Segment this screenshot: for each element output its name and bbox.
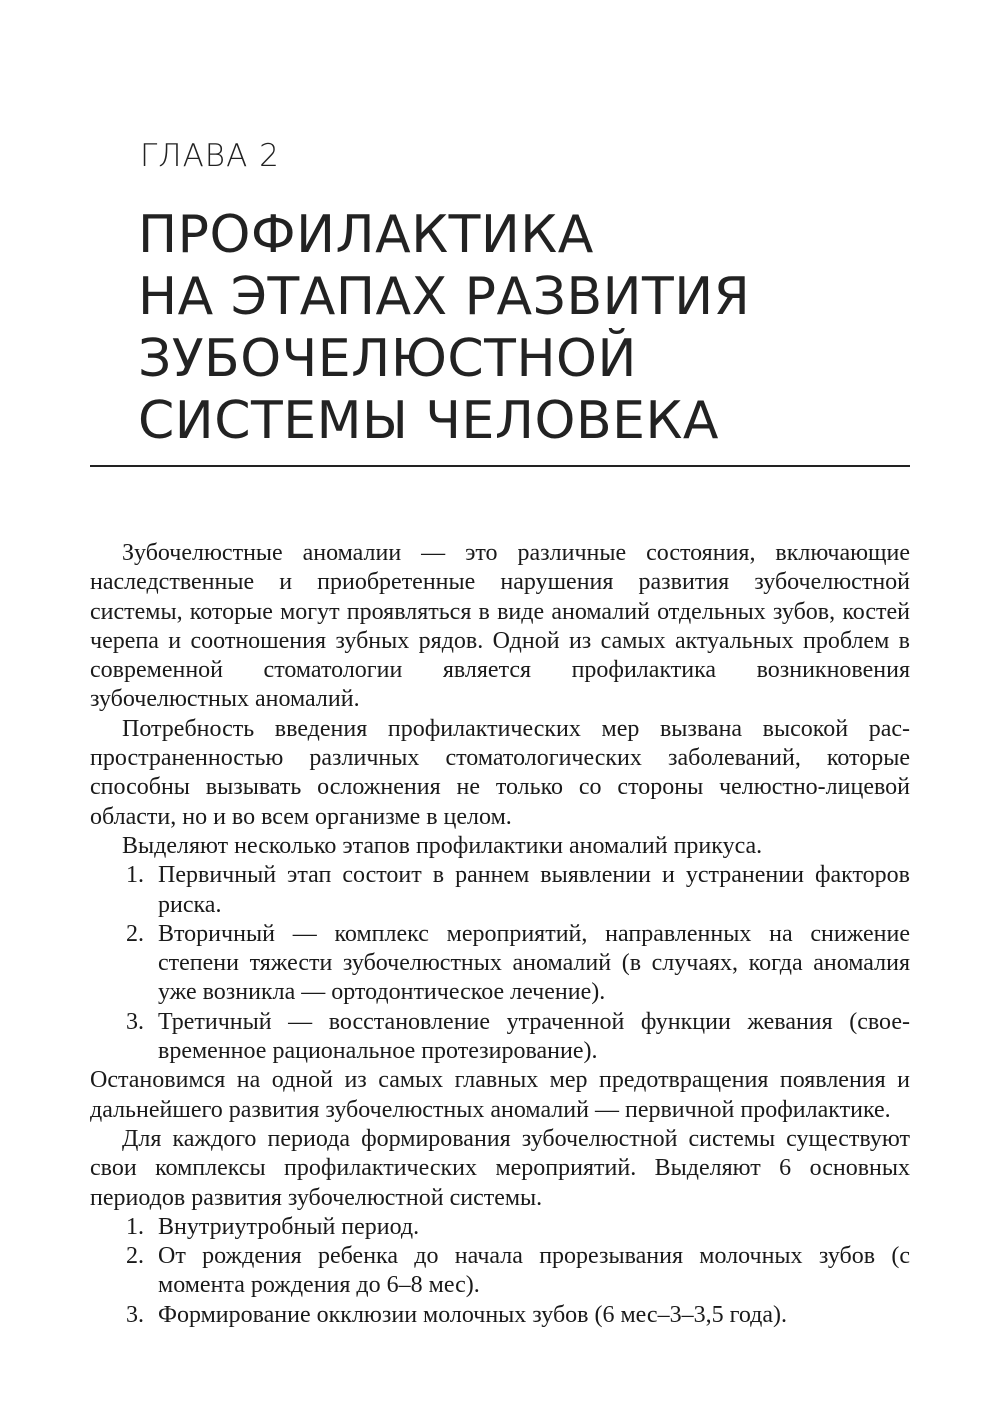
list-number: 1.	[126, 1213, 144, 1240]
list-number: 1.	[126, 862, 144, 889]
paragraph: Потребность введения профилактических мер вызвана высокой распространенностью различных стоматологических заболеваний, которые способны вызывать осложнения не только со стороны челюстно-лицевой области, но и во всем организме в целом.	[90, 715, 910, 830]
chapter-title-line: СИСТЕМЫ ЧЕЛОВЕКА	[138, 391, 719, 451]
list-number: 2.	[126, 920, 144, 947]
list-item	[90, 1301, 910, 1330]
list-item-text: Вторичный — комплекс мероприятий, направленных на снижение степени тяжести зубочелюстных аномалий (в случаях, когда аномалия уже возникла — ортодонтическое лечение).	[158, 920, 910, 1006]
list-item-text: Третичный — восстановление утраченной функции жевания (своевременное рациональное протезирование).	[158, 1008, 910, 1065]
chapter-title-line: НА ЭТАПАХ РАЗВИТИЯ	[138, 267, 751, 327]
chapter-title	[138, 204, 918, 452]
list-item-text: От рождения ребенка до начала прорезывания молочных зубов (с момента рождения до 6–8 мес).	[158, 1243, 910, 1299]
list-number: 3.	[126, 1008, 144, 1035]
list-item	[90, 920, 910, 1008]
title-divider	[90, 465, 910, 467]
list-item-text: Формирование окклюзии молочных зубов (6 мес–3–3,5 года).	[158, 1301, 787, 1328]
list-number: 2.	[126, 1243, 144, 1270]
list-item-text: Первичный этап состоит в раннем выявлении и устранении факторов риска.	[158, 862, 910, 918]
development-periods-list	[90, 1213, 910, 1330]
list-item	[90, 1242, 910, 1301]
list-item-text: Внутриутробный период.	[158, 1213, 420, 1240]
list-item	[90, 861, 910, 920]
chapter-label: ГЛАВА 2	[140, 138, 280, 174]
chapter-title-line: ЗУБОЧЕЛЮСТНОЙ	[138, 329, 637, 389]
body-text	[90, 539, 910, 1330]
chapter-title-line: ПРОФИЛАКТИКА	[138, 205, 594, 265]
paragraph: Для каждого периода формирования зубочелюстной системы существуют свои комплексы профилактических мероприятий. Выделяют 6 основных периодов развития зубочелюстной системы.	[90, 1125, 910, 1211]
paragraph: Остановимся на одной из самых главных мер предотвращения появления и дальнейшего развития зубочелюстных аномалий — первичной профилактике.	[90, 1067, 910, 1123]
paragraph: Выделяют несколько этапов профилактики аномалий прикуса.	[122, 832, 763, 859]
paragraph: Зубочелюстные аномалии — это различные состояния, включающие наследственные и приобретенные нарушения развития зубочелюстной системы, которые могут проявляться в виде аномалий отдельных зубов, костей черепа и соотношения зубных рядов. Одной из самых актуальных проблем в современной стоматологии является профилактика возникновения зубочелюстных аномалий.	[90, 540, 910, 713]
prevention-stages-list	[90, 861, 910, 1066]
list-number: 3.	[126, 1301, 144, 1328]
list-item	[90, 1008, 910, 1067]
list-item	[90, 1213, 910, 1242]
